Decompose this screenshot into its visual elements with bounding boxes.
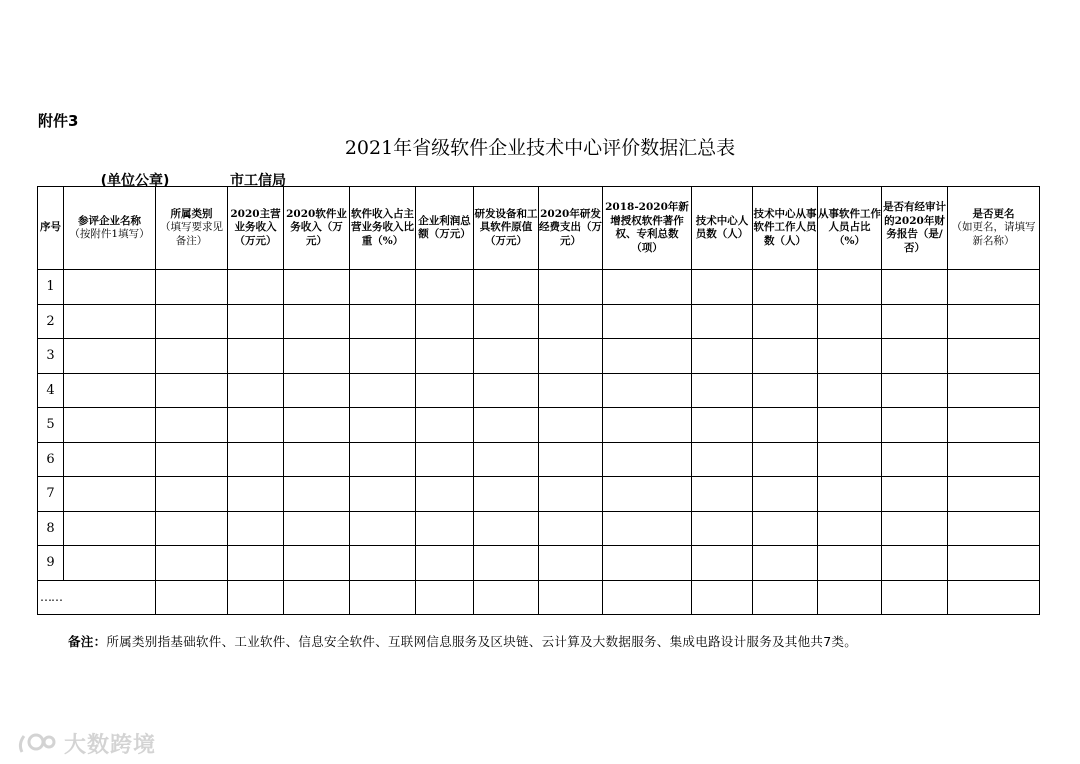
column-header-note: （如更名，请填写新名称）	[951, 221, 1036, 247]
table-cell[interactable]	[156, 304, 228, 339]
table-cell[interactable]	[284, 546, 350, 581]
table-cell[interactable]	[603, 373, 692, 408]
table-cell[interactable]	[948, 511, 1040, 546]
table-row	[38, 546, 1040, 581]
table-cell[interactable]	[350, 270, 416, 305]
table-cell[interactable]	[474, 339, 539, 374]
table-cell[interactable]	[539, 442, 603, 477]
column-header	[416, 187, 474, 270]
column-header	[38, 187, 64, 270]
table-cell[interactable]	[284, 270, 350, 305]
column-header	[692, 187, 753, 270]
column-header-title: 2020主营业务收入（万元）	[230, 207, 281, 247]
table-cell[interactable]	[539, 580, 603, 615]
table-cell[interactable]	[539, 408, 603, 443]
table-cell[interactable]	[228, 580, 284, 615]
column-header	[474, 187, 539, 270]
table-cell[interactable]	[228, 546, 284, 581]
table-cell[interactable]	[539, 270, 603, 305]
table-cell[interactable]	[350, 546, 416, 581]
table-cell[interactable]	[603, 270, 692, 305]
table-cell[interactable]	[228, 511, 284, 546]
table-row	[38, 408, 1040, 443]
table-cell[interactable]	[416, 304, 474, 339]
unit-stamp-label: (单位公章)	[100, 173, 170, 189]
table-cell[interactable]	[156, 546, 228, 581]
column-header-note: （填写要求见备注）	[160, 221, 223, 247]
header-row	[38, 187, 1040, 270]
table-cell[interactable]	[64, 546, 156, 581]
row-number: 9	[38, 546, 64, 581]
table-cell[interactable]	[156, 408, 228, 443]
table-cell[interactable]	[284, 373, 350, 408]
table-cell[interactable]	[539, 546, 603, 581]
table-cell[interactable]	[818, 339, 882, 374]
column-header	[284, 187, 350, 270]
table-cell[interactable]	[603, 477, 692, 512]
table-cell[interactable]	[156, 442, 228, 477]
table-cell[interactable]	[284, 408, 350, 443]
column-header	[350, 187, 416, 270]
table-cell[interactable]	[350, 580, 416, 615]
table-cell[interactable]	[882, 442, 948, 477]
table-cell[interactable]	[818, 442, 882, 477]
column-header	[228, 187, 284, 270]
column-header-title: 是否有经审计的2020年财务报告（是/否）	[883, 201, 946, 254]
table-cell[interactable]	[539, 373, 603, 408]
table-cell[interactable]	[882, 270, 948, 305]
row-number: 3	[38, 339, 64, 374]
table-cell[interactable]	[64, 339, 156, 374]
table-cell[interactable]	[350, 304, 416, 339]
table-cell[interactable]	[603, 580, 692, 615]
table-cell[interactable]	[416, 477, 474, 512]
column-header	[156, 187, 228, 270]
column-header-title: 2018-2020年新增授权软件著作权、专利总数（项）	[605, 201, 689, 254]
table-cell[interactable]	[692, 580, 753, 615]
note-text: 所属类别指基础软件、工业软件、信息安全软件、互联网信息服务及区块链、云计算及大数据服务、集成电路设计服务及其他共7类。	[106, 634, 858, 649]
column-header-title: 软件收入占主营业务收入比重（%）	[351, 207, 414, 247]
watermark-text: 大数跨境	[64, 733, 157, 758]
table-cell[interactable]	[64, 442, 156, 477]
table-cell[interactable]	[603, 408, 692, 443]
column-header-title: 序号	[40, 221, 61, 234]
table-cell[interactable]	[474, 373, 539, 408]
table-cell[interactable]	[416, 442, 474, 477]
table-cell[interactable]	[284, 511, 350, 546]
table-cell[interactable]	[603, 546, 692, 581]
column-header-title: 企业利润总额（万元）	[418, 214, 471, 240]
table-cell[interactable]	[228, 442, 284, 477]
table-cell[interactable]	[692, 477, 753, 512]
column-header-title: 是否更名	[972, 207, 1015, 220]
document-title: 2021年省级软件企业技术中心评价数据汇总表	[344, 137, 736, 159]
table-cell[interactable]	[539, 511, 603, 546]
column-header	[539, 187, 603, 270]
table-cell[interactable]	[818, 546, 882, 581]
footnote	[68, 632, 857, 650]
table-cell[interactable]	[948, 442, 1040, 477]
table-cell[interactable]	[882, 304, 948, 339]
table-cell[interactable]	[692, 339, 753, 374]
table-cell[interactable]	[228, 477, 284, 512]
summary-table	[37, 186, 1040, 615]
table-cell[interactable]	[753, 511, 818, 546]
table-cell[interactable]	[284, 304, 350, 339]
table-cell[interactable]	[692, 304, 753, 339]
table-cell[interactable]	[156, 477, 228, 512]
table-cell[interactable]	[416, 546, 474, 581]
table-row	[38, 511, 1040, 546]
note-label: 备注：	[68, 634, 107, 649]
table-cell[interactable]	[228, 373, 284, 408]
table-cell[interactable]	[474, 477, 539, 512]
table-cell[interactable]	[539, 304, 603, 339]
table-cell[interactable]	[692, 373, 753, 408]
table-cell[interactable]	[474, 304, 539, 339]
table-cell[interactable]	[948, 580, 1040, 615]
table-cell[interactable]	[882, 339, 948, 374]
table-cell[interactable]	[228, 304, 284, 339]
table-cell[interactable]	[156, 580, 228, 615]
table-cell[interactable]	[882, 511, 948, 546]
table-cell[interactable]	[692, 442, 753, 477]
row-number: 4	[38, 373, 64, 408]
table-cell[interactable]	[64, 373, 156, 408]
watermark-logo	[16, 728, 156, 759]
table-cell[interactable]	[156, 511, 228, 546]
table-cell[interactable]	[64, 270, 156, 305]
table-cell[interactable]	[882, 546, 948, 581]
table-cell[interactable]	[284, 442, 350, 477]
table-cell[interactable]	[228, 408, 284, 443]
table-cell[interactable]	[156, 373, 228, 408]
table-cell[interactable]	[882, 408, 948, 443]
column-header	[882, 187, 948, 270]
table-cell[interactable]	[474, 270, 539, 305]
table-cell[interactable]	[753, 270, 818, 305]
table-cell[interactable]	[818, 477, 882, 512]
table-cell[interactable]	[818, 511, 882, 546]
table-cell[interactable]	[350, 477, 416, 512]
column-header	[948, 187, 1040, 270]
table-cell[interactable]	[474, 511, 539, 546]
table-row	[38, 339, 1040, 374]
table-cell[interactable]	[416, 408, 474, 443]
table-cell[interactable]	[539, 477, 603, 512]
column-header-title: 从事软件工作人员占比（%）	[818, 207, 881, 247]
table-cell[interactable]	[753, 339, 818, 374]
table-cell[interactable]	[818, 270, 882, 305]
column-header-title: 2020软件业务收入（万元）	[286, 207, 347, 247]
table-cell[interactable]	[948, 477, 1040, 512]
watermark-icon	[16, 730, 58, 758]
table-cell[interactable]	[753, 373, 818, 408]
table-row	[38, 304, 1040, 339]
row-number: 1	[38, 270, 64, 305]
table-cell[interactable]	[882, 373, 948, 408]
table-cell[interactable]	[228, 339, 284, 374]
table-cell[interactable]	[948, 339, 1040, 374]
table-cell[interactable]	[228, 270, 284, 305]
table-cell[interactable]	[818, 580, 882, 615]
table-cell[interactable]	[474, 442, 539, 477]
table-cell[interactable]	[753, 546, 818, 581]
table-cell[interactable]	[64, 304, 156, 339]
row-number: 7	[38, 477, 64, 512]
table-cell[interactable]	[882, 580, 948, 615]
table-cell[interactable]	[692, 408, 753, 443]
table-cell[interactable]	[64, 408, 156, 443]
table-cell[interactable]	[603, 511, 692, 546]
column-header	[818, 187, 882, 270]
column-header	[64, 187, 156, 270]
table-cell[interactable]	[350, 511, 416, 546]
table-cell[interactable]	[948, 546, 1040, 581]
table-row	[38, 442, 1040, 477]
table-cell[interactable]	[539, 339, 603, 374]
table-cell[interactable]	[350, 373, 416, 408]
table-cell[interactable]	[64, 477, 156, 512]
table-cell[interactable]	[416, 373, 474, 408]
table-cell[interactable]	[753, 408, 818, 443]
table-cell[interactable]	[474, 408, 539, 443]
table-cell[interactable]	[753, 580, 818, 615]
table-cell[interactable]	[416, 339, 474, 374]
column-header-title: 研发设备和工具软件原值（万元）	[474, 207, 538, 247]
table-cell[interactable]	[64, 511, 156, 546]
table-cell[interactable]	[692, 270, 753, 305]
column-header-title: 参评企业名称	[78, 214, 141, 227]
table-cell[interactable]	[753, 477, 818, 512]
table-cell[interactable]	[753, 304, 818, 339]
column-header-note: （按附件1填写）	[69, 228, 150, 240]
table-cell[interactable]	[416, 580, 474, 615]
table-cell[interactable]	[948, 270, 1040, 305]
table-cell[interactable]	[416, 511, 474, 546]
table-cell[interactable]	[474, 580, 539, 615]
table-cell[interactable]	[603, 442, 692, 477]
table-cell[interactable]	[882, 477, 948, 512]
table-cell[interactable]	[692, 511, 753, 546]
column-header	[603, 187, 692, 270]
row-number: 2	[38, 304, 64, 339]
table-cell[interactable]	[284, 477, 350, 512]
table-cell[interactable]	[603, 304, 692, 339]
table-cell[interactable]	[818, 408, 882, 443]
table-cell[interactable]	[284, 339, 350, 374]
continuation-marker: ……	[38, 580, 156, 615]
table-cell[interactable]	[753, 442, 818, 477]
table-cell[interactable]	[350, 442, 416, 477]
column-header-title: 2020年研发经费支出（万元）	[539, 207, 602, 247]
table-cell[interactable]	[474, 546, 539, 581]
unit-name: 市工信局	[230, 173, 286, 189]
table-cell[interactable]	[156, 270, 228, 305]
table-row	[38, 477, 1040, 512]
table-cell[interactable]	[692, 546, 753, 581]
table-cell[interactable]	[948, 408, 1040, 443]
row-number: 5	[38, 408, 64, 443]
table-cell[interactable]	[350, 339, 416, 374]
column-header-title: 技术中心人员数（人）	[695, 214, 749, 240]
row-number: 6	[38, 442, 64, 477]
table-row	[38, 270, 1040, 305]
table-cell[interactable]	[156, 339, 228, 374]
table-cell[interactable]	[948, 373, 1040, 408]
table-cell[interactable]	[603, 339, 692, 374]
attachment-label: 附件3	[38, 112, 79, 130]
table-cell[interactable]	[818, 304, 882, 339]
column-header	[753, 187, 818, 270]
row-number: 8	[38, 511, 64, 546]
table-cell[interactable]	[948, 304, 1040, 339]
table-cell[interactable]	[416, 270, 474, 305]
table-row-continuation	[38, 580, 1040, 615]
table-row	[38, 373, 1040, 408]
column-header-title: 所属类别	[170, 207, 213, 220]
table-cell[interactable]	[350, 408, 416, 443]
table-cell[interactable]	[818, 373, 882, 408]
table-cell[interactable]	[284, 580, 350, 615]
column-header-title: 技术中心从事软件工作人员数（人）	[753, 207, 817, 247]
